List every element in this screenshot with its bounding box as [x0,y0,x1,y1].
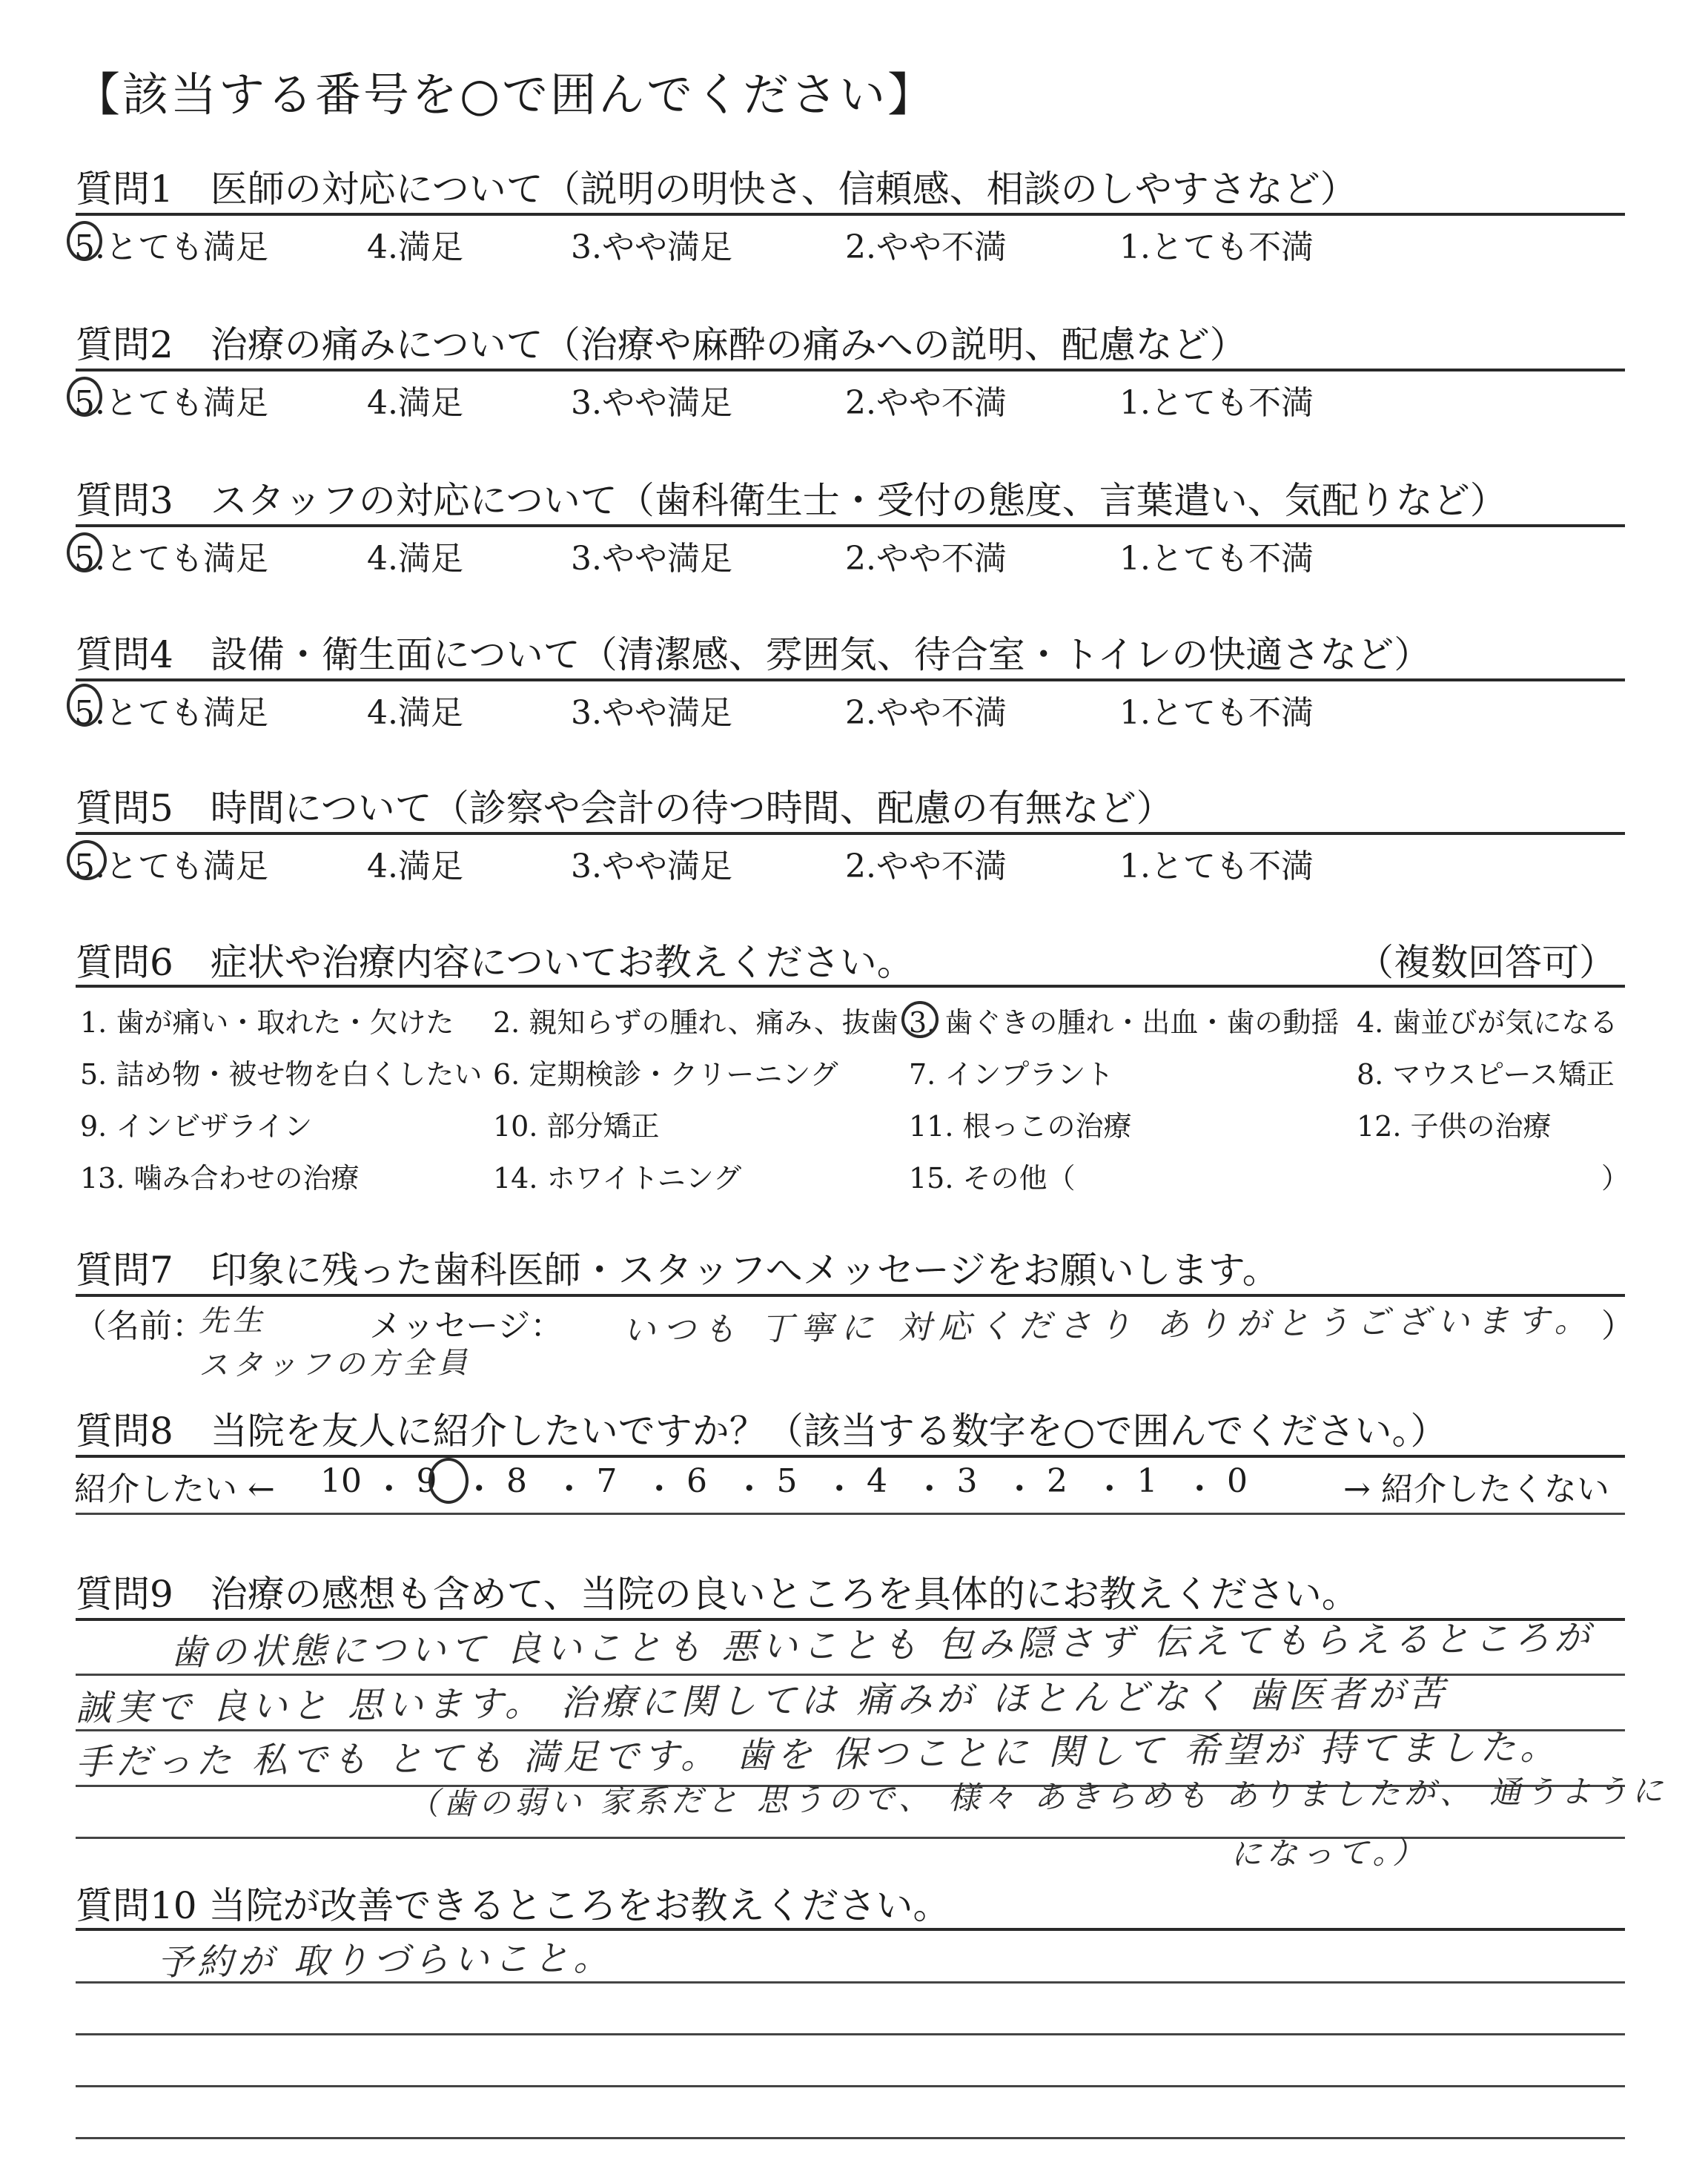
question-6-note: （複数回答可） [1357,941,1616,984]
q7-message-label: メッセージ： [369,1307,563,1345]
selection-circle [67,221,102,261]
q2-option-3[interactable]: 3.やや満足 [571,384,732,422]
q6-item-10[interactable]: 10. 部分矯正 [493,1110,660,1143]
selection-circle [67,377,102,417]
answer-line [76,2137,1625,2139]
scale-separator: ・ [823,1470,856,1508]
q6-item-6[interactable]: 6. 定期検診・クリーニング [493,1058,838,1091]
question-8-title: 質問8 当院を友人に紹介したいですか？（該当する数字を○で囲んでください。） [76,1410,1448,1453]
q1-option-5[interactable]: 5.とても満足 [74,228,268,266]
scale-separator: ・ [552,1470,586,1508]
question-9-title: 質問9 治療の感想も含めて、当院の良いところを具体的にお教えください。 [76,1573,1359,1616]
question-6-title: 質問6 症状や治療内容についてお教えください。 [76,941,914,984]
q6-item-9[interactable]: 9. インビザライン [80,1110,313,1143]
q6-item-5[interactable]: 5. 詰め物・被せ物を白くしたい [80,1058,483,1091]
scale-value[interactable]: 4 [867,1462,887,1500]
q9-answer-line-4[interactable]: （歯の弱い 家系だと 思うので、 様々 あきらめも ありましたが、 通うように [407,1772,1668,1822]
q6-item-2[interactable]: 2. 親知らずの腫れ、痛み、抜歯 [493,1006,898,1039]
selection-circle [901,1001,939,1038]
question-1-title: 質問1 医師の対応について（説明の明快さ、信頼感、相談のしやすさなど） [76,168,1357,211]
q2-option-5[interactable]: 5.とても満足 [74,384,268,422]
scale-separator: ・ [732,1470,766,1508]
q7-handwritten-message[interactable]: いつも 丁寧に 対応くださり ありがとうございます。 [622,1301,1595,1350]
scale-value[interactable]: 9 [416,1462,437,1500]
scale-value[interactable]: 0 [1227,1462,1248,1500]
scale-value[interactable]: 3 [956,1462,978,1500]
scale-value[interactable]: 5 [776,1462,798,1500]
q2-option-1[interactable]: 1.とても不満 [1119,384,1314,422]
scale-separator: ・ [913,1470,946,1508]
q3-option-4[interactable]: 4.満足 [367,540,463,578]
scale-value[interactable]: 6 [686,1462,707,1500]
divider [76,985,1625,988]
q5-option-5[interactable]: 5.とても満足 [74,848,268,885]
q1-option-2[interactable]: 2.やや不満 [845,228,1007,266]
answer-line [76,2033,1625,2035]
scale-value[interactable]: 2 [1047,1462,1068,1500]
question-10-title: 質問10 当院が改善できるところをお教えください。 [76,1884,950,1927]
q4-option-4[interactable]: 4.満足 [367,694,463,732]
q7-handwritten-name[interactable]: 先生 [198,1304,268,1338]
q5-option-4[interactable]: 4.満足 [367,848,463,885]
q5-option-3[interactable]: 3.やや満足 [571,848,732,885]
selection-circle [67,684,102,727]
scale-separator: ・ [1003,1470,1036,1508]
answer-line [76,1981,1625,1984]
q3-option-3[interactable]: 3.やや満足 [571,540,732,578]
selection-circle [428,1458,469,1504]
scale-separator: ・ [372,1470,406,1508]
q6-item-3[interactable]: 3. 歯ぐきの腫れ・出血・歯の動揺 [909,1006,1340,1039]
q10-answer-line-1[interactable]: 予約が 取りづらいこと。 [156,1937,614,1984]
divider [76,524,1625,527]
answer-line [76,2085,1625,2087]
scale-value[interactable]: 10 [320,1462,362,1500]
question-4-title: 質問4 設備・衛生面について（清潔感、雰囲気、待合室・トイレの快適さなど） [76,633,1431,676]
scale-separator: ・ [1183,1470,1217,1508]
q3-option-1[interactable]: 1.とても不満 [1119,540,1314,578]
divider [76,1455,1625,1458]
q3-option-5[interactable]: 5.とても満足 [74,540,268,578]
q9-answer-line-1[interactable]: 歯の状態について 良いことも 悪いことも 包み隠さず 伝えてもらえるところが [170,1616,1595,1674]
q5-option-2[interactable]: 2.やや不満 [845,848,1007,885]
q8-right-label: → 紹介したくない [1343,1470,1609,1508]
q6-item-14[interactable]: 14. ホワイトニング [493,1162,742,1195]
divider [76,832,1625,835]
question-2-title: 質問2 治療の痛みについて（治療や麻酔の痛みへの説明、配慮など） [76,323,1247,366]
q7-handwritten-staff[interactable]: スタッフの方全員 [198,1346,472,1383]
divider [76,1928,1625,1931]
q7-name-label: （名前： [74,1307,205,1345]
q4-option-2[interactable]: 2.やや不満 [845,694,1007,732]
scale-value[interactable]: 1 [1136,1462,1158,1500]
q2-option-2[interactable]: 2.やや不満 [845,384,1007,422]
scale-value[interactable]: 7 [596,1462,618,1500]
q6-item-4[interactable]: 4. 歯並びが気になる [1357,1006,1618,1039]
q6-item-15-close: ） [1601,1162,1630,1195]
q4-option-1[interactable]: 1.とても不満 [1119,694,1314,732]
q6-item-13[interactable]: 13. 噛み合わせの治療 [80,1162,360,1195]
q7-close-paren: ） [1601,1307,1634,1345]
q9-answer-line-3[interactable]: 手だった 私でも とても 満足です。 歯を 保つことに 関して 希望が 持てました。 [75,1726,1560,1783]
divider [76,213,1625,216]
q2-option-4[interactable]: 4.満足 [367,384,463,422]
q5-option-1[interactable]: 1.とても不満 [1119,848,1314,885]
q9-answer-line-2[interactable]: 誠実で 良いと 思います。 治療に関しては 痛みが ほとんどなく 歯医者が苦 [75,1673,1449,1729]
q1-option-4[interactable]: 4.満足 [367,228,463,266]
scale-separator: ・ [1093,1470,1126,1508]
form-header: 【該当する番号を○で囲んでください】 [74,67,936,122]
selection-circle [67,532,102,572]
q3-option-2[interactable]: 2.やや不満 [845,540,1007,578]
q6-item-1[interactable]: 1. 歯が痛い・取れた・欠けた [80,1006,454,1039]
divider [76,678,1625,681]
divider [76,369,1625,371]
q6-item-15[interactable]: 15. その他（ [909,1162,1076,1195]
q8-left-label: 紹介したい ← [74,1470,275,1508]
q9-answer-line-5[interactable]: になって。） [1230,1834,1429,1872]
q4-option-3[interactable]: 3.やや満足 [571,694,732,732]
scale-value[interactable]: 8 [506,1462,527,1500]
q6-item-11[interactable]: 11. 根っこの治療 [909,1110,1132,1143]
q1-option-3[interactable]: 3.やや満足 [571,228,732,266]
q6-item-8[interactable]: 8. マウスピース矯正 [1357,1058,1615,1091]
scale-separator: ・ [643,1470,676,1508]
q6-item-12[interactable]: 12. 子供の治療 [1357,1110,1552,1143]
q1-option-1[interactable]: 1.とても不満 [1119,228,1314,266]
question-7-title: 質問7 印象に残った歯科医師・スタッフへメッセージをお願いします。 [76,1249,1280,1292]
divider [76,1513,1625,1515]
question-5-title: 質問5 時間について（診察や会計の待つ時間、配慮の有無など） [76,787,1174,830]
question-3-title: 質問3 スタッフの対応について（歯科衛生士・受付の態度、言葉遣い、気配りなど） [76,479,1507,522]
q6-item-7[interactable]: 7. インプラント [909,1058,1114,1091]
selection-circle [67,840,107,880]
scale-separator: ・ [463,1470,496,1508]
q4-option-5[interactable]: 5.とても満足 [74,694,268,732]
